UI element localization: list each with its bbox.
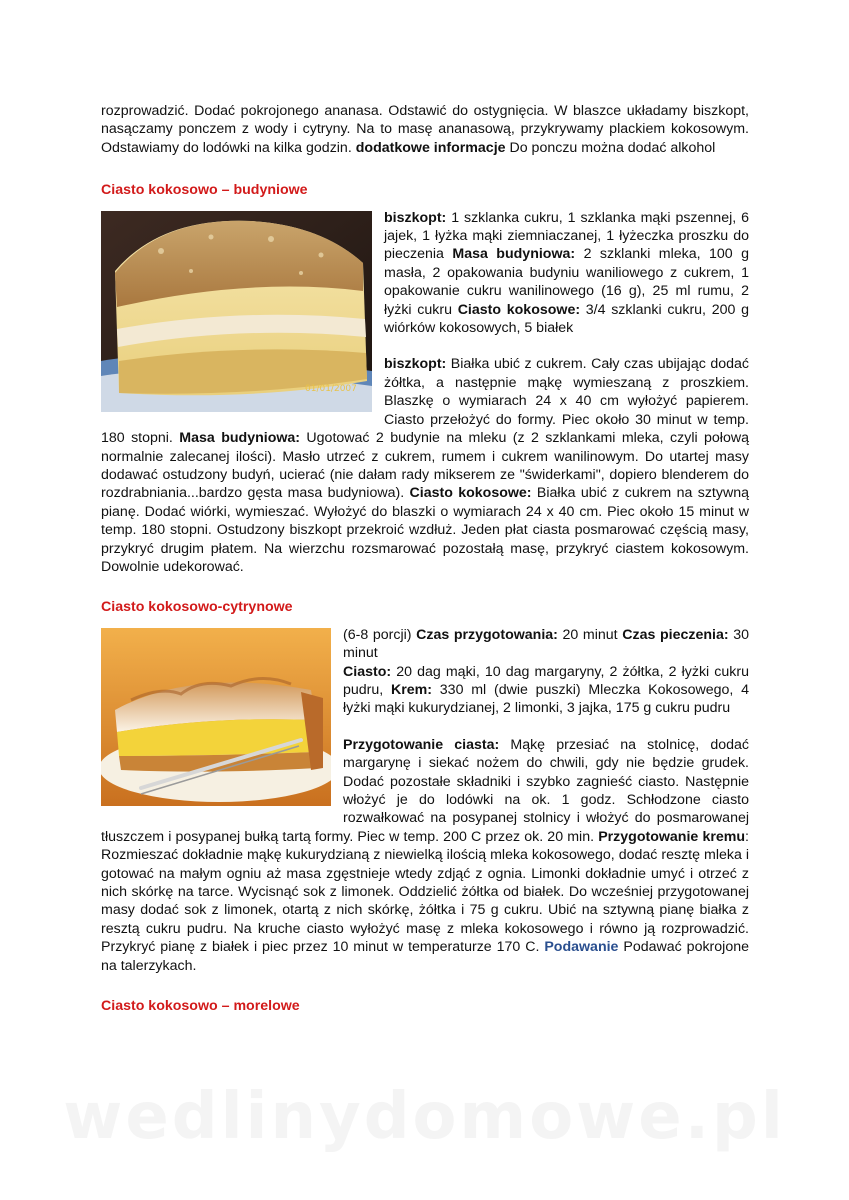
coconut-pudding-cake-photo (101, 211, 372, 412)
label-ciasto: Ciasto: (343, 663, 392, 680)
label-prep-time: Czas przygotowania: (416, 626, 558, 643)
coconut-lemon-cake-photo (101, 628, 331, 806)
document-page (101, 102, 749, 1024)
ingredients-krem: 330 ml (dwie puszki) Mleczka Kokosowego, 4 łyżki mąki kukurydzianej, 2 limonki, 3 jajka, 175 g cukru pudru (343, 681, 749, 717)
podawanie-text: Podawać pokrojone na talerzykach. (101, 939, 749, 974)
prep-ciasta: Mąkę przesiać na stolnicę, dodać margarynę i siekać nożem do chwili, gdy nie będzie grudek. Dodać pozostałe składniki i szybko zagnieść ciasto. Następnie włożyć je do lodówki na ok. 1 godz. Schłodzone ciasto rozwałkować na posypanej stolnicy i włożyć do posmarowanej tłuszczem i posypanej bułką tartą formy. Piec w temp. 200 C przez ok. 20 min. (101, 736, 749, 845)
photo-date-stamp: 01/01/2007 (305, 383, 357, 394)
extra-info-label: dodatkowe informacje (355, 139, 506, 156)
bake-time: 30 minut (343, 626, 749, 662)
label-prep-biszkopt: biszkopt: (384, 356, 447, 373)
label-podawanie: Podawanie (544, 939, 619, 956)
label-ciasto-kokosowe: Ciasto kokosowe: (457, 301, 581, 318)
ingredients-kokos: 3/4 szklanki cukru, 200 g wiórków kokosowych, 5 białek (384, 301, 749, 337)
intro-text: rozprowadzić. Dodać pokrojonego ananasa. Odstawić do ostygnięcia. W blaszce układamy biszkopt, nasączamy ponczem z wody i cytryny. Na to masę ananasową, przykrywamy plackiem kokosowym. Odstawiamy do lodówki na kilka godzin. (101, 103, 749, 156)
ingredients-ciasto: 20 dag mąki, 10 dag margaryny, 2 żółtka, 2 łyżki cukru pudru, (343, 663, 749, 698)
label-prep-kremu: Przygotowanie kremu (598, 828, 746, 845)
site-watermark: wedlinydomowe.pl (63, 1080, 786, 1154)
intro-paragraph (101, 102, 749, 157)
prep-kokos: Białka ubić z cukrem na sztywną pianę. Dodać wiórki, wymieszać. Wyłożyć do blaszki o wymiarach 24 x 40 cm. Piec około 15 minut w temp. 180 stopni. Ostudzony biszkopt przekroić wzdłuż. Jeden płat ciasta posmarować częścią masy, przykryć drugim płatem. Na wierzchu rozsmarować pozostałą masę, przykryć ciastem kokosowym. Dowolnie udekorować. (101, 485, 749, 575)
prep-kremu: : Rozmieszać dokładnie mąkę kukurydzianą z niewielką ilością mleka kokosowego, dodać resztę mleka i gotować na małym ogniu aż masa zgęstnieje wtedy zdjąć z ognia. Limonki dokładnie umyć i otrzeć z nich skórkę na tarce. Wycisnąć sok z limonek. Oddzielić żółtka od białek. Do wcześniej przygotowanej masy dodać sok z limonek, otartą z nich skórkę, żółtka i 75 g cukru. Ubić na sztywną pianę białka z resztą cukru pudru. Na kruche ciasto wyłożyć masę z mleka kokosowego i równo ją rozprowadzić. Przykryć pianę z białek i piec przez 10 minut w temperaturze 170 C. (101, 828, 749, 956)
recipe-coconut-lemon (101, 598, 749, 975)
prep-time: 20 minut (562, 626, 618, 643)
prep-masa: Ugotować 2 budynie na mleku (z 2 szklankami mleka, czyli połową normalnie zalecanej ilości). Masło utrzeć z cukrem, rumem i cukrem wanilinowym. Do utartej masy dodawać ostudzony budyń, ucierać (nie dałam rady mikserem ze "świderkami", dopiero blenderem do rozdrabniania...bardzo gęsta masa budyniowa). (101, 430, 749, 502)
ingredients-masa: 2 szklanki mleka, 100 g masła, 2 opakowania budyniu waniliowego z cukrem, 1 opakowanie cukru wanilinowego (16 g), 25 ml rumu, 2 łyżki cukru (384, 246, 749, 318)
label-bake-time: Czas pieczenia: (622, 626, 729, 643)
label-prep-ciasta: Przygotowanie ciasta: (343, 736, 500, 753)
prep-biszkopt: Białka ubić z cukrem. Cały czas ubijając dodać żółtka, a następnie mąkę wymieszaną z proszkiem. Blaszkę o wymiarach 24 x 40 cm wyłożyć papierem. Ciasto przełożyć do formy. Piec około 30 minut w temp. 180 stopni. (101, 356, 749, 447)
label-prep-kokos: Ciasto kokosowe: (409, 485, 532, 502)
recipe-title: Ciasto kokosowo – budyniowe (101, 182, 308, 199)
label-biszkopt: biszkopt: (384, 209, 447, 226)
ingredients-biszkopt: 1 szklanka cukru, 1 szklanka mąki pszennej, 6 jajek, 1 łyżka mąki ziemniaczanej, 1 łyżeczka proszku do pieczenia (384, 209, 749, 263)
label-masa-budyniowa: Masa budyniowa: (452, 246, 576, 263)
recipe-title: Ciasto kokosowo – morelowe (101, 998, 300, 1015)
label-prep-masa: Masa budyniowa: (179, 430, 301, 447)
label-krem: Krem: (391, 681, 433, 698)
recipe-coconut-apricot (101, 997, 749, 1015)
portions: (6-8 porcji) (343, 626, 412, 643)
extra-info-text: Do ponczu można dodać alkohol (509, 139, 716, 156)
recipe-coconut-pudding (101, 181, 749, 576)
recipe-title: Ciasto kokosowo-cytrynowe (101, 599, 293, 616)
